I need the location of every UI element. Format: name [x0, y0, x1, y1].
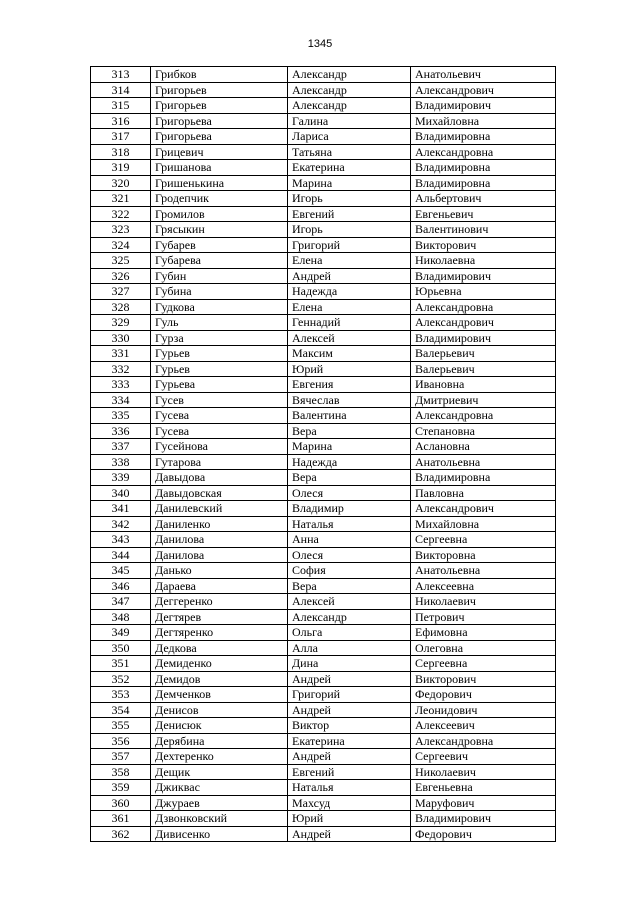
patronymic-cell: Федорович: [411, 687, 556, 703]
first-name-cell: Александр: [288, 609, 411, 625]
first-name-cell: Махсуд: [288, 795, 411, 811]
row-number-cell: 347: [91, 594, 151, 610]
row-number-cell: 358: [91, 764, 151, 780]
first-name-cell: Вера: [288, 578, 411, 594]
patronymic-cell: Сергеевич: [411, 749, 556, 765]
first-name-cell: Надежда: [288, 454, 411, 470]
last-name-cell: Денисов: [151, 702, 288, 718]
table-row: [91, 346, 556, 362]
last-name-cell: Гурза: [151, 330, 288, 346]
last-name-cell: Гусева: [151, 423, 288, 439]
row-number-cell: 323: [91, 222, 151, 238]
row-number-cell: 360: [91, 795, 151, 811]
table-row: [91, 470, 556, 486]
table-row: [91, 454, 556, 470]
table-row: [91, 98, 556, 114]
first-name-cell: Виктор: [288, 718, 411, 734]
patronymic-cell: Сергеевна: [411, 656, 556, 672]
last-name-cell: Гродепчик: [151, 191, 288, 207]
roster-body: [91, 67, 556, 842]
last-name-cell: Дегтяренко: [151, 625, 288, 641]
patronymic-cell: Дмитриевич: [411, 392, 556, 408]
last-name-cell: Дещик: [151, 764, 288, 780]
first-name-cell: Юрий: [288, 811, 411, 827]
last-name-cell: Гурьев: [151, 346, 288, 362]
row-number-cell: 357: [91, 749, 151, 765]
first-name-cell: Олеся: [288, 485, 411, 501]
first-name-cell: Валентина: [288, 408, 411, 424]
table-row: [91, 361, 556, 377]
table-row: [91, 206, 556, 222]
last-name-cell: Давыдова: [151, 470, 288, 486]
first-name-cell: Юрий: [288, 361, 411, 377]
table-row: [91, 547, 556, 563]
row-number-cell: 359: [91, 780, 151, 796]
table-row: [91, 113, 556, 129]
patronymic-cell: Александровна: [411, 299, 556, 315]
row-number-cell: 334: [91, 392, 151, 408]
table-row: [91, 222, 556, 238]
row-number-cell: 353: [91, 687, 151, 703]
roster-table: [90, 66, 556, 842]
last-name-cell: Гудкова: [151, 299, 288, 315]
page-number: 1345: [307, 38, 333, 50]
row-number-cell: 317: [91, 129, 151, 145]
first-name-cell: Андрей: [288, 826, 411, 842]
patronymic-cell: Федорович: [411, 826, 556, 842]
first-name-cell: Марина: [288, 439, 411, 455]
table-row: [91, 609, 556, 625]
first-name-cell: Александр: [288, 67, 411, 83]
first-name-cell: Андрей: [288, 749, 411, 765]
row-number-cell: 318: [91, 144, 151, 160]
first-name-cell: Игорь: [288, 222, 411, 238]
first-name-cell: Анна: [288, 532, 411, 548]
last-name-cell: Дехтеренко: [151, 749, 288, 765]
last-name-cell: Громилов: [151, 206, 288, 222]
last-name-cell: Гришенькина: [151, 175, 288, 191]
row-number-cell: 354: [91, 702, 151, 718]
first-name-cell: Алексей: [288, 594, 411, 610]
row-number-cell: 327: [91, 284, 151, 300]
row-number-cell: 338: [91, 454, 151, 470]
patronymic-cell: Леонидович: [411, 702, 556, 718]
first-name-cell: Надежда: [288, 284, 411, 300]
row-number-cell: 314: [91, 82, 151, 98]
last-name-cell: Дедкова: [151, 640, 288, 656]
row-number-cell: 350: [91, 640, 151, 656]
table-row: [91, 377, 556, 393]
table-row: [91, 563, 556, 579]
first-name-cell: Александр: [288, 82, 411, 98]
table-row: [91, 795, 556, 811]
row-number-cell: 316: [91, 113, 151, 129]
table-row: [91, 330, 556, 346]
last-name-cell: Григорьева: [151, 129, 288, 145]
row-number-cell: 352: [91, 671, 151, 687]
last-name-cell: Гусева: [151, 408, 288, 424]
row-number-cell: 324: [91, 237, 151, 253]
row-number-cell: 346: [91, 578, 151, 594]
first-name-cell: Григорий: [288, 237, 411, 253]
row-number-cell: 361: [91, 811, 151, 827]
last-name-cell: Данько: [151, 563, 288, 579]
last-name-cell: Губина: [151, 284, 288, 300]
table-row: [91, 237, 556, 253]
table-row: [91, 129, 556, 145]
table-row: [91, 764, 556, 780]
table-row: [91, 315, 556, 331]
row-number-cell: 328: [91, 299, 151, 315]
last-name-cell: Гусейнова: [151, 439, 288, 455]
last-name-cell: Губарев: [151, 237, 288, 253]
patronymic-cell: Викторович: [411, 671, 556, 687]
table-row: [91, 671, 556, 687]
row-number-cell: 331: [91, 346, 151, 362]
last-name-cell: Губин: [151, 268, 288, 284]
patronymic-cell: Александрович: [411, 501, 556, 517]
table-row: [91, 423, 556, 439]
first-name-cell: Евгения: [288, 377, 411, 393]
patronymic-cell: Анатольевич: [411, 67, 556, 83]
table-row: [91, 268, 556, 284]
first-name-cell: Наталья: [288, 516, 411, 532]
last-name-cell: Давыдовская: [151, 485, 288, 501]
first-name-cell: Геннадий: [288, 315, 411, 331]
table-row: [91, 485, 556, 501]
last-name-cell: Джураев: [151, 795, 288, 811]
last-name-cell: Демиденко: [151, 656, 288, 672]
row-number-cell: 320: [91, 175, 151, 191]
last-name-cell: Джиквас: [151, 780, 288, 796]
row-number-cell: 349: [91, 625, 151, 641]
last-name-cell: Даниленко: [151, 516, 288, 532]
table-row: [91, 82, 556, 98]
table-row: [91, 299, 556, 315]
patronymic-cell: Александрович: [411, 315, 556, 331]
first-name-cell: Елена: [288, 299, 411, 315]
table-row: [91, 392, 556, 408]
last-name-cell: Гутарова: [151, 454, 288, 470]
row-number-cell: 355: [91, 718, 151, 734]
table-row: [91, 733, 556, 749]
patronymic-cell: Альбертович: [411, 191, 556, 207]
row-number-cell: 339: [91, 470, 151, 486]
patronymic-cell: Владимировна: [411, 160, 556, 176]
patronymic-cell: Валерьевич: [411, 361, 556, 377]
last-name-cell: Деггеренко: [151, 594, 288, 610]
table-row: [91, 501, 556, 517]
patronymic-cell: Владимирович: [411, 268, 556, 284]
last-name-cell: Дараева: [151, 578, 288, 594]
row-number-cell: 336: [91, 423, 151, 439]
patronymic-cell: Александровна: [411, 408, 556, 424]
last-name-cell: Данилова: [151, 532, 288, 548]
patronymic-cell: Маруфович: [411, 795, 556, 811]
patronymic-cell: Анатольевна: [411, 563, 556, 579]
last-name-cell: Демченков: [151, 687, 288, 703]
table-row: [91, 687, 556, 703]
patronymic-cell: Петрович: [411, 609, 556, 625]
row-number-cell: 321: [91, 191, 151, 207]
last-name-cell: Дивисенко: [151, 826, 288, 842]
first-name-cell: Екатерина: [288, 160, 411, 176]
table-row: [91, 175, 556, 191]
patronymic-cell: Евгеньевна: [411, 780, 556, 796]
table-row: [91, 578, 556, 594]
first-name-cell: Владимир: [288, 501, 411, 517]
first-name-cell: Олеся: [288, 547, 411, 563]
patronymic-cell: Александровна: [411, 733, 556, 749]
first-name-cell: Вячеслав: [288, 392, 411, 408]
last-name-cell: Данилевский: [151, 501, 288, 517]
patronymic-cell: Юрьевна: [411, 284, 556, 300]
last-name-cell: Демидов: [151, 671, 288, 687]
row-number-cell: 313: [91, 67, 151, 83]
row-number-cell: 362: [91, 826, 151, 842]
patronymic-cell: Михайловна: [411, 516, 556, 532]
patronymic-cell: Валентинович: [411, 222, 556, 238]
patronymic-cell: Николаевна: [411, 253, 556, 269]
first-name-cell: Наталья: [288, 780, 411, 796]
first-name-cell: Галина: [288, 113, 411, 129]
table-row: [91, 811, 556, 827]
first-name-cell: Екатерина: [288, 733, 411, 749]
table-row: [91, 702, 556, 718]
last-name-cell: Григорьев: [151, 98, 288, 114]
table-row: [91, 532, 556, 548]
row-number-cell: 329: [91, 315, 151, 331]
table-row: [91, 253, 556, 269]
patronymic-cell: Алексеевич: [411, 718, 556, 734]
row-number-cell: 342: [91, 516, 151, 532]
last-name-cell: Данилова: [151, 547, 288, 563]
table-row: [91, 67, 556, 83]
table-row: [91, 656, 556, 672]
last-name-cell: Дерябина: [151, 733, 288, 749]
table-row: [91, 718, 556, 734]
last-name-cell: Гуль: [151, 315, 288, 331]
last-name-cell: Григорьева: [151, 113, 288, 129]
table-row: [91, 780, 556, 796]
last-name-cell: Гурьева: [151, 377, 288, 393]
table-row: [91, 191, 556, 207]
row-number-cell: 356: [91, 733, 151, 749]
last-name-cell: Дзвонковский: [151, 811, 288, 827]
table-row: [91, 826, 556, 842]
patronymic-cell: Владимирович: [411, 330, 556, 346]
patronymic-cell: Владимирович: [411, 98, 556, 114]
row-number-cell: 341: [91, 501, 151, 517]
patronymic-cell: Ефимовна: [411, 625, 556, 641]
first-name-cell: Лариса: [288, 129, 411, 145]
patronymic-cell: Николаевич: [411, 594, 556, 610]
row-number-cell: 344: [91, 547, 151, 563]
last-name-cell: Денисюк: [151, 718, 288, 734]
first-name-cell: Евгений: [288, 764, 411, 780]
patronymic-cell: Викторович: [411, 237, 556, 253]
row-number-cell: 319: [91, 160, 151, 176]
first-name-cell: Андрей: [288, 671, 411, 687]
last-name-cell: Грибков: [151, 67, 288, 83]
patronymic-cell: Владимировна: [411, 175, 556, 191]
table-row: [91, 144, 556, 160]
row-number-cell: 351: [91, 656, 151, 672]
patronymic-cell: Владимировна: [411, 470, 556, 486]
row-number-cell: 325: [91, 253, 151, 269]
last-name-cell: Гусев: [151, 392, 288, 408]
last-name-cell: Гурьев: [151, 361, 288, 377]
patronymic-cell: Анатольевна: [411, 454, 556, 470]
first-name-cell: Игорь: [288, 191, 411, 207]
table-row: [91, 516, 556, 532]
first-name-cell: Андрей: [288, 702, 411, 718]
patronymic-cell: Владимировна: [411, 129, 556, 145]
first-name-cell: Ольга: [288, 625, 411, 641]
patronymic-cell: Александрович: [411, 82, 556, 98]
last-name-cell: Дегтярев: [151, 609, 288, 625]
first-name-cell: Марина: [288, 175, 411, 191]
table-row: [91, 749, 556, 765]
first-name-cell: Татьяна: [288, 144, 411, 160]
table-row: [91, 640, 556, 656]
table-row: [91, 284, 556, 300]
patronymic-cell: Николаевич: [411, 764, 556, 780]
row-number-cell: 333: [91, 377, 151, 393]
last-name-cell: Губарева: [151, 253, 288, 269]
row-number-cell: 322: [91, 206, 151, 222]
patronymic-cell: Аслановна: [411, 439, 556, 455]
first-name-cell: Андрей: [288, 268, 411, 284]
patronymic-cell: Степановна: [411, 423, 556, 439]
row-number-cell: 335: [91, 408, 151, 424]
row-number-cell: 332: [91, 361, 151, 377]
patronymic-cell: Сергеевна: [411, 532, 556, 548]
patronymic-cell: Павловна: [411, 485, 556, 501]
table-row: [91, 160, 556, 176]
patronymic-cell: Алексеевна: [411, 578, 556, 594]
row-number-cell: 330: [91, 330, 151, 346]
first-name-cell: Дина: [288, 656, 411, 672]
first-name-cell: Максим: [288, 346, 411, 362]
first-name-cell: София: [288, 563, 411, 579]
patronymic-cell: Евгеньевич: [411, 206, 556, 222]
table-row: [91, 625, 556, 641]
first-name-cell: Алла: [288, 640, 411, 656]
row-number-cell: 348: [91, 609, 151, 625]
first-name-cell: Вера: [288, 470, 411, 486]
first-name-cell: Евгений: [288, 206, 411, 222]
row-number-cell: 315: [91, 98, 151, 114]
patronymic-cell: Викторовна: [411, 547, 556, 563]
first-name-cell: Григорий: [288, 687, 411, 703]
last-name-cell: Грицевич: [151, 144, 288, 160]
first-name-cell: Алексей: [288, 330, 411, 346]
patronymic-cell: Валерьевич: [411, 346, 556, 362]
first-name-cell: Вера: [288, 423, 411, 439]
row-number-cell: 340: [91, 485, 151, 501]
last-name-cell: Гришанова: [151, 160, 288, 176]
patronymic-cell: Ивановна: [411, 377, 556, 393]
patronymic-cell: Михайловна: [411, 113, 556, 129]
first-name-cell: Елена: [288, 253, 411, 269]
table-row: [91, 408, 556, 424]
last-name-cell: Грясыкин: [151, 222, 288, 238]
last-name-cell: Григорьев: [151, 82, 288, 98]
row-number-cell: 326: [91, 268, 151, 284]
first-name-cell: Александр: [288, 98, 411, 114]
row-number-cell: 343: [91, 532, 151, 548]
patronymic-cell: Владимирович: [411, 811, 556, 827]
row-number-cell: 345: [91, 563, 151, 579]
row-number-cell: 337: [91, 439, 151, 455]
table-row: [91, 594, 556, 610]
patronymic-cell: Александровна: [411, 144, 556, 160]
table-row: [91, 439, 556, 455]
patronymic-cell: Олеговна: [411, 640, 556, 656]
